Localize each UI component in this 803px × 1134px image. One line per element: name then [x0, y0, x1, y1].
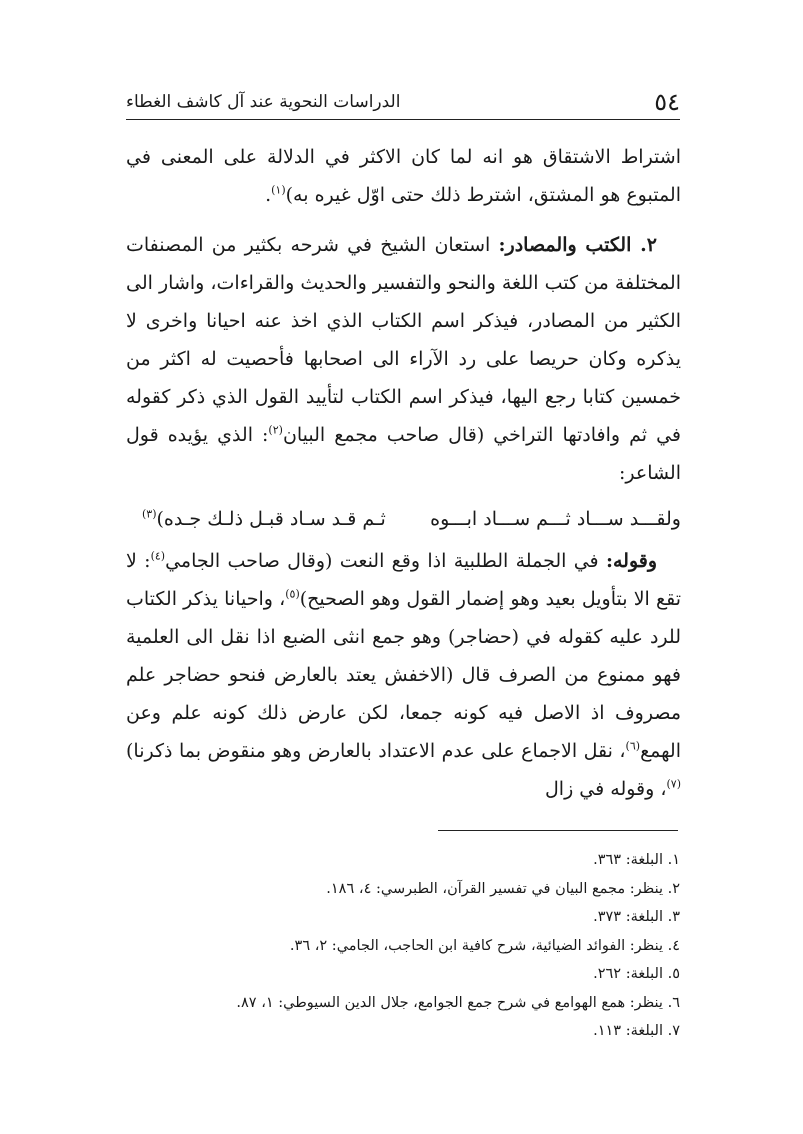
paragraph-3 [126, 542, 681, 808]
para3-text-3: ، واحيانا يذكر الكتاب للرد عليه كقوله في (حضاجر) وهو جمع انثى الضبع اذا نقل الى العلمية فهو ممنوع من الصرف قال (الاخفش يعتد بالعارض فنحو حضاجر علم مصروف اذ الاصل فيه كونه جمعا، لكن عارض ذلك كونه علم وعن الهمع [126, 588, 682, 762]
footnote: ٢. ينظر: مجمع البيان في تفسير القرآن، الطبرسي: ٤، ١٨٦. [326, 880, 680, 897]
footnote-ref-6: (٦) [625, 739, 641, 753]
footnote-ref-2: (٢) [268, 423, 283, 437]
verse-second-text: ثـم قـد سـاد قبـل ذلـك جـده) [156, 508, 386, 530]
footnote-ref-1: (١) [271, 183, 286, 197]
para3-lead: وقوله: [605, 550, 658, 572]
running-header [126, 86, 680, 120]
footnote: ٣. البلغة: ٣٧٣. [593, 909, 680, 925]
footnote-ref-3: (٣) [142, 507, 157, 521]
header-title: الدراسات النحوية عند آل كاشف الغطاء [126, 92, 401, 112]
para1-end: . [265, 184, 272, 206]
footnote: ٦. ينظر: همع الهوامع في شرح جمع الجوامع، جلال الدين السيوطي: ١، ٨٧. [236, 994, 680, 1011]
section-heading: ٢. الكتب والمصادر: [498, 234, 657, 256]
page-number: ٥٤ [654, 88, 680, 116]
body-text [126, 138, 681, 808]
footnote-ref-4: (٤) [150, 549, 166, 563]
para3-text-2: : لا تقع الا بتأويل بعيد وهو إضمار القول وهو الصحيح) [126, 550, 681, 610]
verse-second-hemistich [142, 500, 386, 538]
verse-line [126, 500, 681, 538]
para2-tail: : الذي يؤيده قول الشاعر: [126, 424, 681, 484]
footnote-ref-5: (٥) [285, 587, 300, 601]
footnote: ١. البلغة: ٣٦٣. [593, 852, 680, 868]
para3-text-5: ، وقوله في زال [545, 778, 667, 800]
footnote: ٤. ينظر: الفوائد الضيائية، شرح كافية ابن الحاجب، الجامي: ٢، ٣٦. [289, 937, 680, 954]
paragraph-1 [126, 138, 681, 214]
para3-text-4: ، نقل الاجماع على عدم الاعتداد بالعارض وهو منقوض بما ذكرنا) [126, 740, 626, 762]
footnote: ٧. البلغة: ١١٣. [593, 1023, 680, 1039]
footnote: ٥. البلغة: ٢٦٢. [593, 966, 680, 982]
para1-text: اشتراط الاشتقاق هو انه لما كان الاكثر في الدلالة على المعنى في المتبوع هو المشتق، اشترط ذلك حتى اوّل غيره به) [126, 146, 681, 206]
paragraph-2 [126, 226, 681, 492]
footnote-ref-7: (٧) [666, 777, 681, 791]
footnotes [126, 846, 680, 1046]
para3-text-1: في الجملة الطلبية اذا وقع النعت (وقال صاحب الجامي [165, 550, 606, 572]
para2-text: استعان الشيخ في شرحه بكثير من المصنفات المختلفة من كتب اللغة والنحو والتفسير والحديث والقراءات، واشار الى الكثير من المصادر، فيذكر اسم الكتاب الذي اخذ عنه احيانا واخرى لا يذكره وكان حريصا على رد الآراء الى اصحابها فأحصيت له اكثر من خمسين كتابا رجع اليها، فيذكر اسم الكتاب لتأييد القول الذي ذكر كقوله في ثم وافادتها التراخي (قال صاحب مجمع البيان [126, 234, 681, 446]
header-rule [126, 119, 680, 120]
footnote-separator [438, 830, 678, 831]
verse-first-hemistich: ولقـــد ســـاد ثـــم ســـاد ابـــوه [430, 508, 681, 530]
